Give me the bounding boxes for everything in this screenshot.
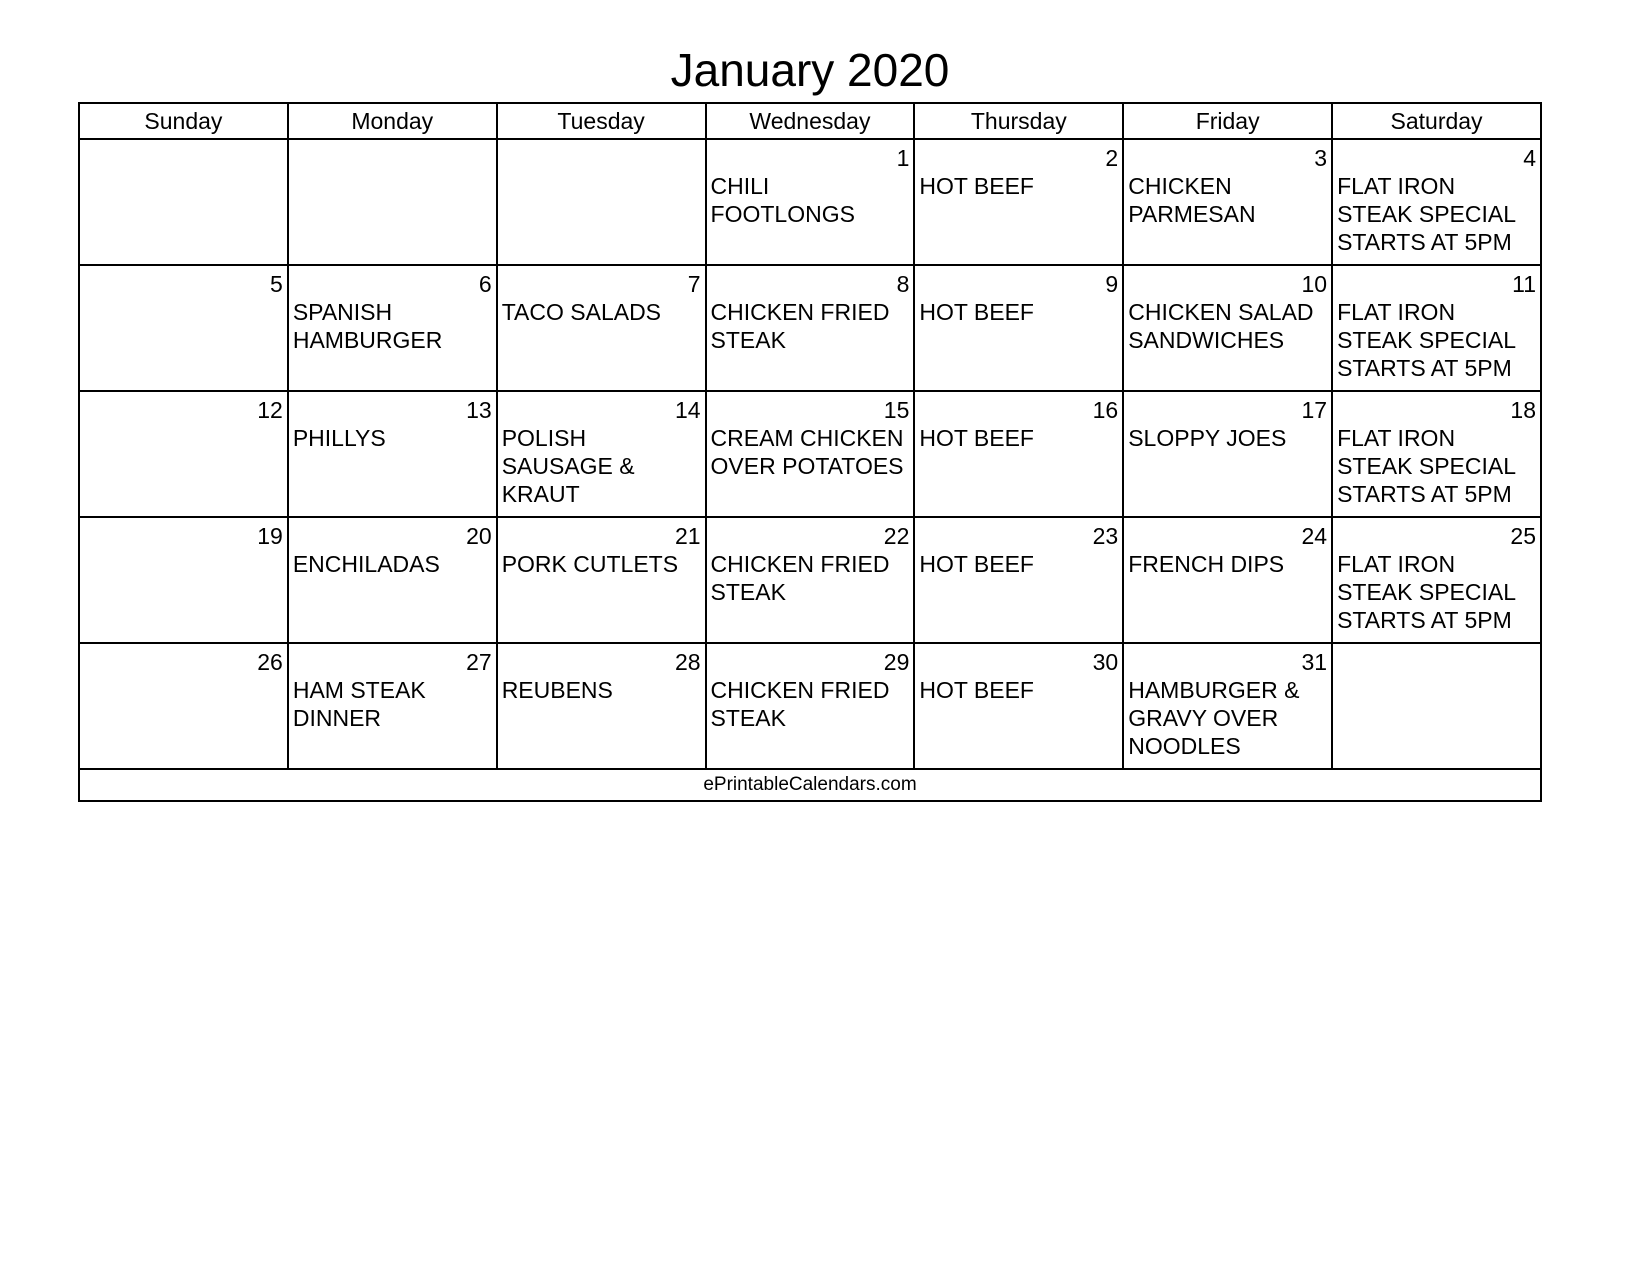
day-cell: [79, 265, 288, 391]
day-cell: [497, 517, 706, 643]
day-number: 25: [1510, 523, 1536, 549]
day-number: 19: [257, 523, 283, 549]
day-cell: [914, 265, 1123, 391]
day-number: 30: [1092, 649, 1119, 675]
day-event: [498, 170, 705, 172]
day-event: CHILI FOOTLONGS: [710, 173, 855, 227]
day-event: FLAT IRON STEAK SPECIAL STARTS AT 5PM: [1337, 551, 1516, 633]
day-number: 22: [883, 523, 910, 549]
day-number: 29: [883, 649, 910, 675]
day-event: [80, 674, 287, 676]
day-cell: [288, 643, 497, 769]
day-cell: [79, 517, 288, 643]
weekday-header-row: [79, 103, 1541, 139]
day-number: 7: [687, 271, 701, 297]
day-event: HOT BEEF: [919, 299, 1034, 325]
day-number: 18: [1510, 397, 1536, 423]
day-event: CHICKEN SALAD SANDWICHES: [1128, 299, 1314, 353]
day-cell: [497, 139, 706, 265]
day-event: CHICKEN PARMESAN: [1128, 173, 1256, 227]
day-event: HOT BEEF: [919, 425, 1034, 451]
day-cell: [1123, 139, 1332, 265]
day-cell: [706, 517, 915, 643]
day-event: FRENCH DIPS: [1128, 551, 1285, 577]
day-event: SPANISH HAMBURGER: [292, 299, 443, 353]
day-number: 13: [466, 397, 492, 423]
day-cell: [1332, 265, 1541, 391]
day-cell: [288, 139, 497, 265]
day-number: 2: [1105, 145, 1119, 171]
day-cell: [497, 643, 706, 769]
day-cell: [1332, 391, 1541, 517]
day-event: TACO SALADS: [501, 299, 662, 325]
day-cell: [79, 391, 288, 517]
day-cell: [1332, 139, 1541, 265]
day-number: 12: [257, 397, 283, 423]
day-cell: [914, 517, 1123, 643]
week-row: [79, 265, 1541, 391]
week-row: [79, 391, 1541, 517]
weekday-header-saturday: Saturday: [1332, 103, 1541, 139]
weekday-header-tuesday: Tuesday: [497, 103, 706, 139]
day-number: 3: [1314, 145, 1328, 171]
day-cell: [1123, 265, 1332, 391]
footer-credit: ePrintableCalendars.com: [79, 769, 1541, 801]
day-cell: [497, 391, 706, 517]
calendar-title: January 2020: [670, 44, 950, 96]
day-number: 14: [674, 397, 701, 423]
day-event: CHICKEN FRIED STEAK: [710, 551, 890, 605]
day-number: 15: [883, 397, 910, 423]
day-cell: [79, 139, 288, 265]
day-number: 10: [1301, 271, 1328, 297]
day-event: PORK CUTLETS: [501, 551, 679, 577]
weekday-header-thursday: Thursday: [914, 103, 1123, 139]
day-cell: [79, 643, 288, 769]
day-event: HAM STEAK DINNER: [292, 677, 426, 731]
day-cell: [706, 265, 915, 391]
day-event: CREAM CHICKEN OVER POTATOES: [710, 425, 904, 479]
day-number: 23: [1092, 523, 1119, 549]
day-number: 24: [1301, 523, 1328, 549]
day-event: ENCHILADAS: [292, 551, 440, 577]
weekday-header-friday: Friday: [1123, 103, 1332, 139]
day-number: 11: [1512, 271, 1536, 297]
day-event: HOT BEEF: [919, 173, 1034, 199]
week-row: [79, 643, 1541, 769]
day-event: [80, 548, 287, 550]
day-cell: [914, 391, 1123, 517]
day-number: 4: [1523, 145, 1536, 171]
day-number: 31: [1301, 649, 1328, 675]
day-number: 28: [674, 649, 701, 675]
day-cell: [1332, 643, 1541, 769]
day-cell: [914, 643, 1123, 769]
weekday-header-sunday: Sunday: [79, 103, 288, 139]
day-number: [289, 140, 496, 170]
day-number: 26: [257, 649, 283, 675]
day-event: FLAT IRON STEAK SPECIAL STARTS AT 5PM: [1337, 425, 1516, 507]
day-event: PHILLYS: [292, 425, 386, 451]
day-event: SLOPPY JOES: [1128, 425, 1287, 451]
weekday-header-monday: Monday: [288, 103, 497, 139]
day-cell: [706, 391, 915, 517]
day-number: 27: [466, 649, 492, 675]
day-event: [80, 422, 287, 424]
day-number: 16: [1092, 397, 1119, 423]
day-number: 6: [478, 271, 492, 297]
day-number: [498, 140, 705, 170]
day-cell: [1332, 517, 1541, 643]
day-cell: [706, 139, 915, 265]
calendar-grid: [78, 102, 1542, 802]
day-number: 1: [896, 145, 910, 171]
day-cell: [1123, 391, 1332, 517]
day-number: 9: [1105, 271, 1119, 297]
day-event: HAMBURGER & GRAVY OVER NOODLES: [1128, 677, 1300, 759]
calendar-body: [79, 139, 1541, 769]
day-event: HOT BEEF: [919, 677, 1034, 703]
day-number: [80, 140, 287, 170]
day-event: CHICKEN FRIED STEAK: [710, 299, 890, 353]
day-number: 21: [674, 523, 701, 549]
day-cell: [288, 265, 497, 391]
day-cell: [1123, 643, 1332, 769]
day-cell: [706, 643, 915, 769]
week-row: [79, 517, 1541, 643]
day-number: 5: [270, 271, 283, 297]
day-event: [80, 296, 287, 298]
day-event: REUBENS: [501, 677, 613, 703]
weekday-header-wednesday: Wednesday: [706, 103, 915, 139]
day-event: HOT BEEF: [919, 551, 1034, 577]
day-cell: [914, 139, 1123, 265]
footer-row: [79, 769, 1541, 801]
day-event: [1333, 674, 1540, 676]
day-event: [80, 170, 287, 172]
day-cell: [1123, 517, 1332, 643]
day-number: 20: [466, 523, 492, 549]
day-number: 8: [896, 271, 910, 297]
day-event: CHICKEN FRIED STEAK: [710, 677, 890, 731]
day-number: 17: [1301, 397, 1328, 423]
day-event: POLISH SAUSAGE & KRAUT: [501, 425, 635, 507]
day-event: [289, 170, 496, 172]
day-cell: [288, 517, 497, 643]
day-number: [1333, 644, 1540, 674]
day-event: FLAT IRON STEAK SPECIAL STARTS AT 5PM: [1337, 173, 1516, 255]
day-cell: [497, 265, 706, 391]
week-row: [79, 139, 1541, 265]
day-event: FLAT IRON STEAK SPECIAL STARTS AT 5PM: [1337, 299, 1516, 381]
day-cell: [288, 391, 497, 517]
